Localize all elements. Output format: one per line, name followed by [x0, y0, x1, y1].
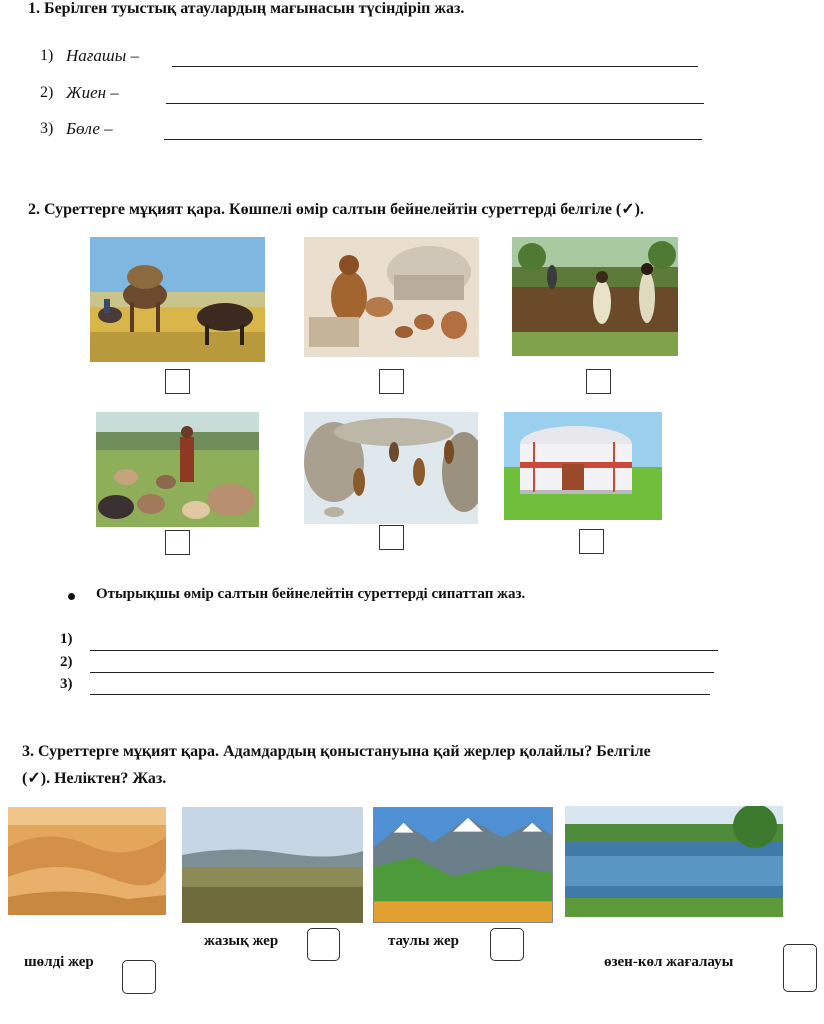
- q3-title-line-1: 3. Суреттерге мұқият қара. Адамдардың қоныстануына қай жерлер қолайлы? Белгіле: [22, 743, 651, 760]
- label-desert: шөлді жер: [24, 954, 94, 970]
- nomad-caravan-image: [90, 237, 265, 362]
- yurt-image: [504, 412, 662, 520]
- checkbox-yurt[interactable]: [579, 529, 604, 554]
- farmers-working-field-image: [512, 237, 678, 356]
- q1-answer-line-3[interactable]: [164, 139, 702, 140]
- q1-item-2-term: Жиен –: [66, 83, 119, 102]
- q2-answer-line-3[interactable]: [90, 694, 710, 695]
- checkbox-pottery-maker[interactable]: [379, 369, 404, 394]
- checkbox-river-lake[interactable]: [783, 944, 817, 992]
- pottery-maker-image: [304, 237, 479, 357]
- q1-answer-line-2[interactable]: [166, 103, 704, 104]
- checkbox-hunters[interactable]: [379, 525, 404, 550]
- checkbox-plain[interactable]: [307, 928, 340, 961]
- q1-item-1-number: 1): [40, 47, 54, 64]
- label-river-lake: өзен-көл жағалауы: [604, 954, 734, 970]
- q1-answer-line-1[interactable]: [172, 66, 698, 67]
- checkbox-desert[interactable]: [122, 960, 156, 994]
- q2-title: 2. Суреттерге мұқият қара. Көшпелі өмір салтын бейнелейтін суреттерді белгіле (✓).: [28, 201, 644, 218]
- mountain-image: [373, 807, 553, 923]
- label-plain: жазық жер: [204, 933, 279, 949]
- q1-item-3-number: 3): [40, 120, 54, 137]
- q2-sedentary-instruction: Отырықшы өмір салтын бейнелейтін суреттерді сипаттап жаз.: [96, 586, 526, 602]
- q1-item-2-number: 2): [40, 84, 54, 101]
- checkbox-mountain[interactable]: [490, 928, 524, 961]
- q2-answer-1-number: 1): [60, 631, 73, 647]
- checkbox-nomad-caravan[interactable]: [165, 369, 190, 394]
- checkbox-farmers[interactable]: [586, 369, 611, 394]
- bullet-point: [68, 593, 75, 600]
- q2-answer-line-1[interactable]: [90, 650, 718, 651]
- q2-answer-2-number: 2): [60, 654, 73, 670]
- plain-image: [182, 807, 363, 923]
- herder-with-animals-image: [96, 412, 259, 527]
- river-lake-image: [565, 806, 783, 917]
- q1-item-1-term: Нағашы –: [66, 46, 140, 65]
- q2-answer-3-number: 3): [60, 676, 73, 692]
- label-mountain: таулы жер: [388, 933, 459, 949]
- q2-answer-line-2[interactable]: [90, 672, 714, 673]
- q1-item-3-term: Бөле –: [66, 119, 113, 138]
- checkbox-herder[interactable]: [165, 530, 190, 555]
- desert-image: [8, 807, 166, 915]
- ancient-hunters-snow-image: [304, 412, 478, 524]
- q3-title-line-2: (✓). Неліктен? Жаз.: [22, 770, 167, 787]
- q1-title: 1. Берілген туыстық атаулардың мағынасын түсіндіріп жаз.: [28, 0, 465, 17]
